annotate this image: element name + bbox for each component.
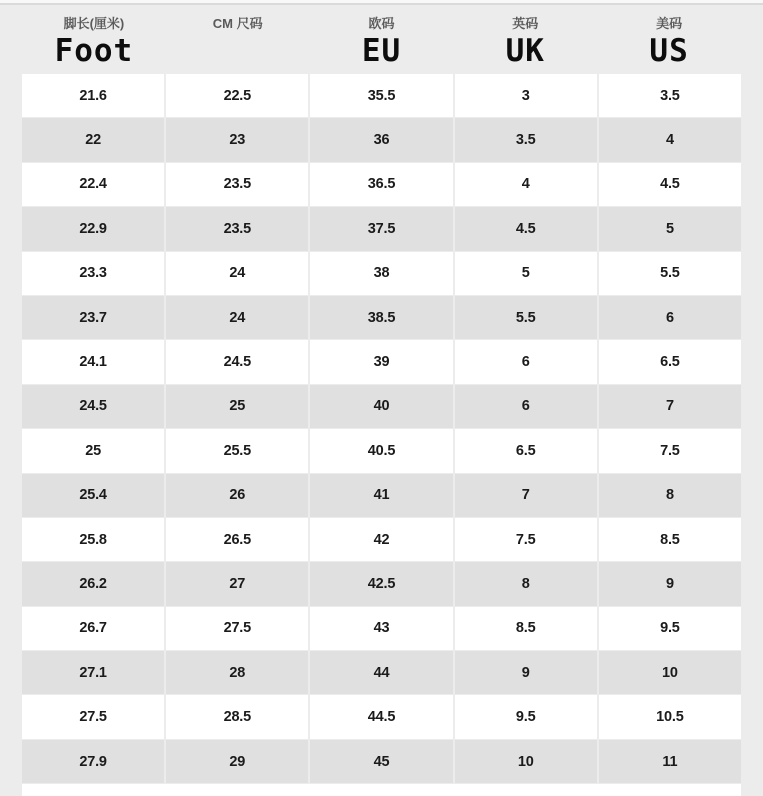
- table-cell: 6.5: [455, 429, 597, 472]
- table-cell: 24.5: [22, 385, 164, 428]
- table-cell: 36: [310, 118, 452, 161]
- table-cell: 26.2: [22, 562, 164, 605]
- table-cell: 9.5: [455, 695, 597, 738]
- table-cell: 25.5: [166, 429, 308, 472]
- table-cell: 10: [599, 651, 741, 694]
- table-cell: 37.5: [310, 207, 452, 250]
- table-cell: 4: [455, 163, 597, 206]
- header-col-foot: [22, 13, 166, 68]
- table-cell: 8.5: [455, 607, 597, 650]
- table-cell: 11: [599, 740, 741, 783]
- table-cell: 22: [22, 118, 164, 161]
- table-cell: 45: [310, 740, 452, 783]
- table-cell: 8.5: [599, 518, 741, 561]
- table-cell: 39: [310, 340, 452, 383]
- table-cell: 27.1: [22, 651, 164, 694]
- table-cell: 6.5: [599, 340, 741, 383]
- table-cell: 25.8: [22, 518, 164, 561]
- header-foot-en-label: Foot: [54, 33, 134, 69]
- table-cell: 7.5: [455, 518, 597, 561]
- table-cell: 27.5: [166, 607, 308, 650]
- table-cell: 25.4: [22, 474, 164, 517]
- header-col-cm: [166, 13, 310, 68]
- header-eu-en-label: EU: [361, 33, 402, 69]
- table-cell: 28.5: [166, 695, 308, 738]
- table-cell: 23.5: [166, 163, 308, 206]
- table-cell: 24: [166, 296, 308, 339]
- table-cell: 27: [166, 562, 308, 605]
- table-cell: 7: [599, 385, 741, 428]
- header-us-zh-label: 美码: [656, 16, 683, 31]
- table-cell: 41: [310, 474, 452, 517]
- table-cell: 26.7: [22, 607, 164, 650]
- table-cell: 24.1: [22, 340, 164, 383]
- table-cell: 6: [455, 385, 597, 428]
- table-cell: 43: [310, 607, 452, 650]
- table-cell: 27.9: [22, 740, 164, 783]
- table-cell: 36.5: [310, 163, 452, 206]
- table-cell: 23.5: [166, 207, 308, 250]
- table-cell: 27.5: [22, 695, 164, 738]
- table-cell: 42.5: [310, 562, 452, 605]
- table-cell: 22.5: [166, 74, 308, 117]
- table-cell: 9: [599, 562, 741, 605]
- table-cell: 25: [166, 385, 308, 428]
- table-cell: 5: [599, 207, 741, 250]
- header-cm-zh-label: CM 尺码: [212, 16, 263, 31]
- table-cell: 7: [455, 474, 597, 517]
- table-header: [0, 13, 763, 68]
- header-uk-zh-label: 英码: [512, 16, 539, 31]
- table-cell: 25: [22, 429, 164, 472]
- table-cell: 42: [310, 518, 452, 561]
- header-col-uk: [453, 13, 597, 68]
- table-cell: 40.5: [310, 429, 452, 472]
- header-us-en-label: US: [649, 33, 689, 69]
- table-cell: 23.7: [22, 296, 164, 339]
- table-cell: 22.4: [22, 163, 164, 206]
- table-cell: 7.5: [599, 429, 741, 472]
- top-divider: [0, 3, 763, 5]
- header-cm-en-label: [166, 34, 310, 68]
- table-cell: 3.5: [455, 118, 597, 161]
- table-cell: 9.5: [599, 607, 741, 650]
- table-cell: 22.9: [22, 207, 164, 250]
- table-cell: 26.5: [166, 518, 308, 561]
- bottom-partial-row: [22, 784, 741, 796]
- table-cell: 24.5: [166, 340, 308, 383]
- table-cell: 24: [166, 252, 308, 295]
- table-cell: 28: [166, 651, 308, 694]
- header-foot-zh-label: 脚长(厘米): [63, 16, 125, 31]
- table-cell: 23.3: [22, 252, 164, 295]
- table-cell: 35.5: [310, 74, 452, 117]
- table-cell: 4.5: [599, 163, 741, 206]
- header-col-us: [597, 13, 741, 68]
- table-cell: 26: [166, 474, 308, 517]
- table-cell: 38: [310, 252, 452, 295]
- table-cell: 44: [310, 651, 452, 694]
- header-eu-zh-label: 欧码: [368, 16, 395, 31]
- table-cell: 4: [599, 118, 741, 161]
- table-cell: 3: [455, 74, 597, 117]
- table-cell: 40: [310, 385, 452, 428]
- table-cell: 4.5: [455, 207, 597, 250]
- table-cell: 29: [166, 740, 308, 783]
- table-cell: 5: [455, 252, 597, 295]
- table-cell: 10: [455, 740, 597, 783]
- table-cell: 3.5: [599, 74, 741, 117]
- table-cell: 44.5: [310, 695, 452, 738]
- table-cell: 6: [455, 340, 597, 383]
- table-cell: 5.5: [599, 252, 741, 295]
- table-cell: 8: [455, 562, 597, 605]
- table-cell: 8: [599, 474, 741, 517]
- table-cell: 9: [455, 651, 597, 694]
- header-col-eu: [310, 13, 454, 68]
- table-cell: 21.6: [22, 74, 164, 117]
- table-cell: 10.5: [599, 695, 741, 738]
- table-cell: 23: [166, 118, 308, 161]
- header-uk-en-label: UK: [505, 33, 545, 69]
- table-cell: 38.5: [310, 296, 452, 339]
- table-cell: 6: [599, 296, 741, 339]
- size-conversion-table: [22, 74, 741, 783]
- table-cell: 5.5: [455, 296, 597, 339]
